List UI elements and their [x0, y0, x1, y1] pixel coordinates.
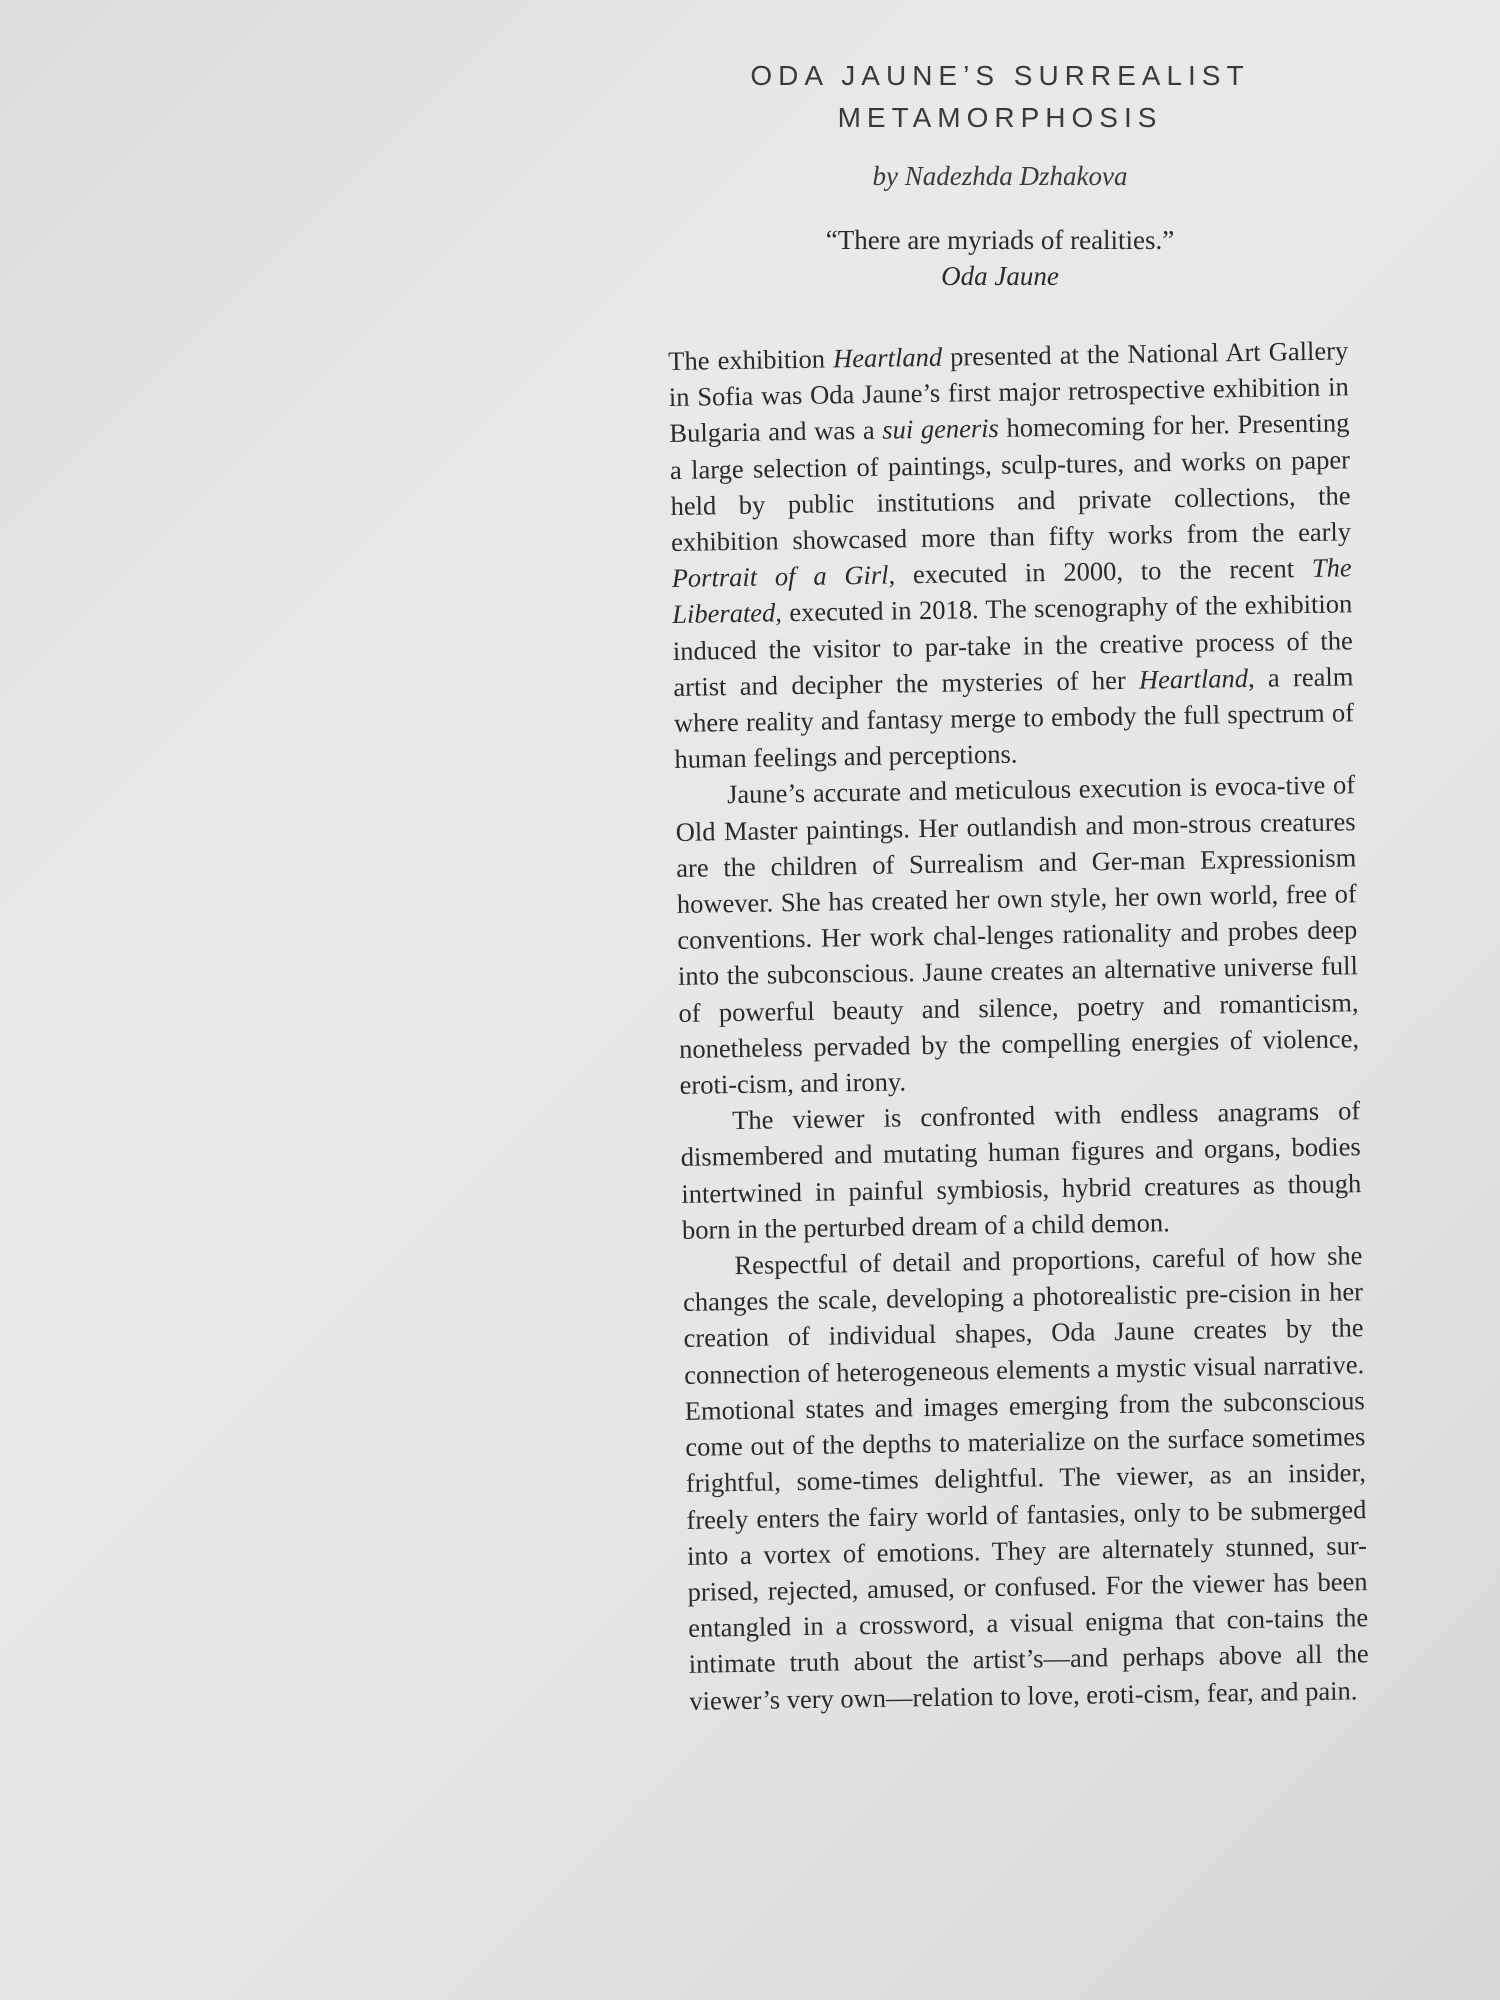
paragraph-1 [668, 332, 1355, 777]
italic-title-segment: The Liberated, [672, 552, 1352, 630]
article-header [640, 55, 1360, 294]
epigraph [640, 222, 1360, 294]
title-line-2: METAMORPHOSIS [837, 102, 1163, 133]
paragraph-4 [682, 1237, 1369, 1718]
title-line-1: ODA JAUNE’S SURREALIST [750, 60, 1250, 91]
text-segment: The exhibition [668, 343, 834, 376]
italic-title-segment: Heartland [832, 341, 943, 374]
text-segment: The viewer is confronted with endless anagrams of dismembered and mutating human figures and organs, bodies intertwined in painful symbiosis, hybrid creatures as though born in the perturbed dream of a child demon. [680, 1095, 1362, 1245]
epigraph-quote: “There are myriads of realities.” [825, 225, 1175, 255]
text-segment: executed in 2000, to the recent [894, 553, 1313, 590]
article-body [668, 332, 1370, 1718]
italic-title-segment: Portrait of a Girl, [671, 559, 896, 594]
text-segment: presented at the National Art Gallery in Sofia was Oda Jaune’s first major retrospective exhibition in Bulgaria and was a [668, 335, 1350, 449]
epigraph-author: Oda Jaune [941, 261, 1059, 291]
text-segment: homecoming for her. Presenting a large selection of paintings, sculp-tures, and works on paper held by public institutions and private collections, the exhibition showcased more than fifty works from the early [669, 407, 1352, 557]
paragraph-3 [680, 1092, 1362, 1247]
author-byline: by Nadezhda Dzhakova [872, 161, 1128, 191]
article-title [640, 55, 1360, 139]
italic-title-segment: Heartland, [1138, 662, 1255, 695]
text-segment: Jaune’s accurate and meticulous execution is evoca-tive of Old Master paintings. Her outlandish and mon-strous creatures are the children of Surrealism and Ger-man Expressionism however. She has created her own style, her own world, free of conventions. Her work chal-lenges rationality and probes deep into the subconscious. Jaune creates an alternative universe full of powerful beauty and silence, poetry and romanticism, nonetheless pervaded by the compelling energies of violence, eroti-cism, and irony. [675, 769, 1360, 1100]
text-segment: a realm where reality and fantasy merge to embody the full spectrum of human feelings and perceptions. [673, 661, 1355, 775]
text-segment: executed in 2018. The scenography of the exhibition induced the visitor to par-take in the creative process of the artist and decipher the mysteries of her [672, 588, 1353, 702]
text-segment: Respectful of detail and proportions, careful of how she changes the scale, developing a photorealistic pre-cision in her creation of individual shapes, Oda Jaune creates by the connection of heterogeneous elements a mystic visual narrative. Emotional states and images emerging from the subconscious come out of the depths to materialize on the surface sometimes frightful, some-times delightful. The viewer, as an insider, freely enters the fairy world of fantasies, only to be submerged into a vortex of emotions. They are alternately stunned, sur-prised, rejected, amused, or confused. For the viewer has been entangled in a crossword, a visual enigma that con-tains the intimate truth about the artist’s—and perhaps above all the viewer’s very own—relation to love, eroti-cism, fear, and pain. [682, 1240, 1369, 1716]
italic-title-segment: sui generis [882, 413, 1000, 446]
paragraph-2 [675, 767, 1360, 1103]
